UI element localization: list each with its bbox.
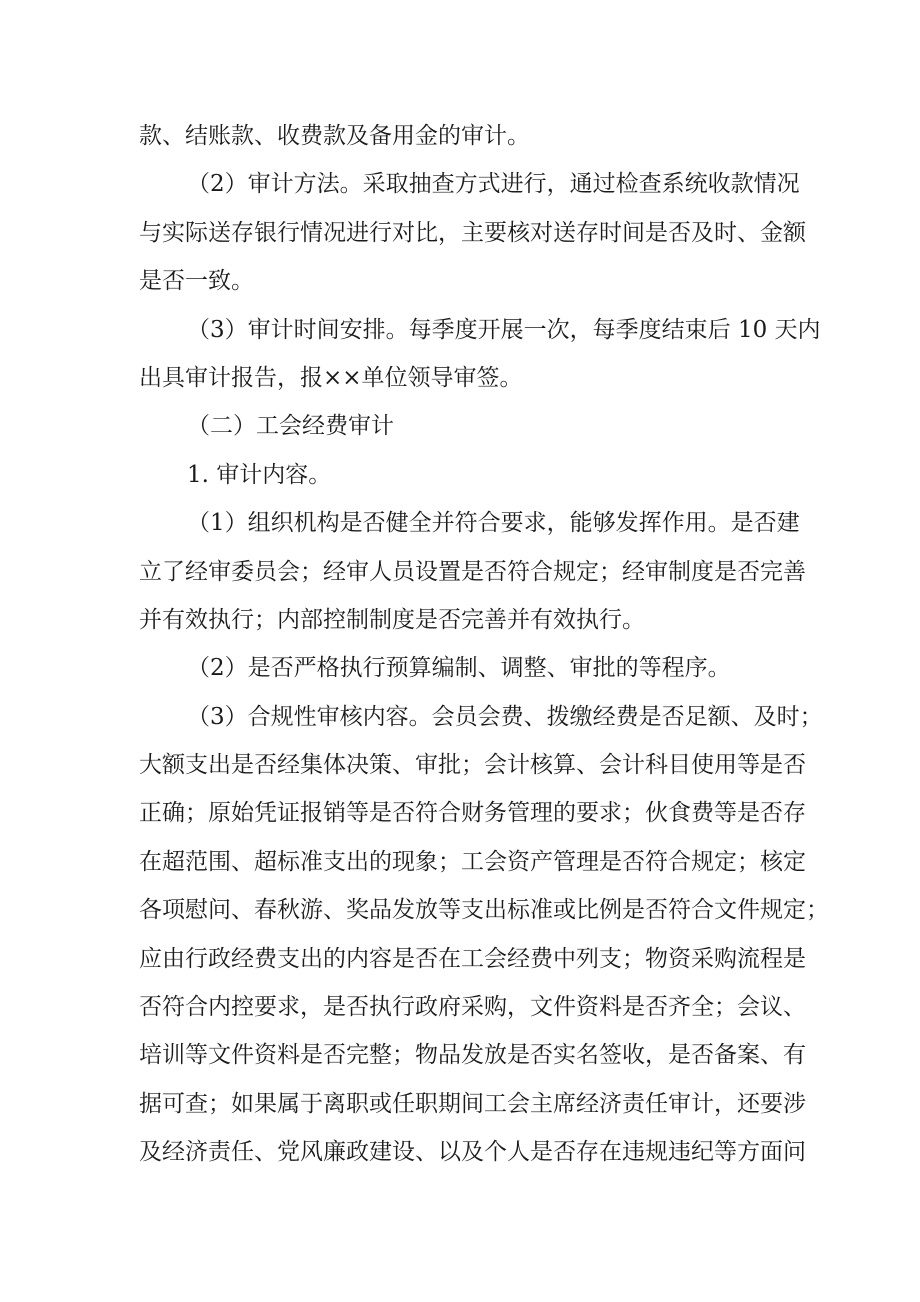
paragraph-line: 款、结账款、收费款及备用金的审计。	[139, 123, 530, 149]
paragraph-line: （3）合规性审核内容。会员会费、拨缴经费是否足额、及时；	[187, 703, 823, 730]
paragraph-line: （2）审计方法。采取抽查方式进行，通过检查系统收款情况	[187, 171, 800, 198]
paragraph-line: 是否一致。	[139, 268, 254, 295]
paragraph-line: 及经济责任、党风廉政建设、以及个人是否存在违规违纪等方面问	[139, 1139, 806, 1166]
paragraph-line: 大额支出是否经集体决策、审批；会计核算、会计科目使用等是否	[139, 752, 806, 779]
subsection-heading: 1. 审计内容。	[187, 461, 332, 488]
section-heading: （二）工会经费审计	[187, 413, 394, 440]
paragraph-line: 正确；原始凭证报销等是否符合财务管理的要求；伙食费等是否存	[139, 800, 806, 827]
paragraph-line: 并有效执行；内部控制制度是否完善并有效执行。	[139, 606, 645, 633]
paragraph-line: 据可查；如果属于离职或任职期间工会主席经济责任审计，还要涉	[139, 1090, 806, 1117]
paragraph-line: （1）组织机构是否健全并符合要求，能够发挥作用。是否建	[187, 510, 800, 537]
paragraph-line: 立了经审委员会；经审人员设置是否符合规定；经审制度是否完善	[139, 558, 806, 585]
paragraph-line: 出具审计报告，报××单位领导审签。	[139, 364, 523, 391]
paragraph-line: 否符合内控要求，是否执行政府采购，文件资料是否齐全；会议、	[139, 994, 806, 1021]
paragraph-line: 应由行政经费支出的内容是否在工会经费中列支；物资采购流程是	[139, 945, 806, 972]
paragraph-line: （3）审计时间安排。每季度开展一次，每季度结束后 10 天内	[187, 316, 821, 343]
document-body	[139, 112, 829, 1177]
paragraph-line: 各项慰问、春秋游、奖品发放等支出标准或比例是否符合文件规定；	[139, 897, 829, 924]
paragraph-line: （2）是否严格执行预算编制、调整、审批的等程序。	[187, 655, 731, 682]
paragraph-line: 在超范围、超标准支出的现象；工会资产管理是否符合规定；核定	[139, 848, 806, 875]
paragraph-line: 与实际送存银行情况进行对比，主要核对送存时间是否及时、金额	[139, 219, 806, 246]
paragraph-line: 培训等文件资料是否完整；物品发放是否实名签收，是否备案、有	[139, 1042, 806, 1069]
